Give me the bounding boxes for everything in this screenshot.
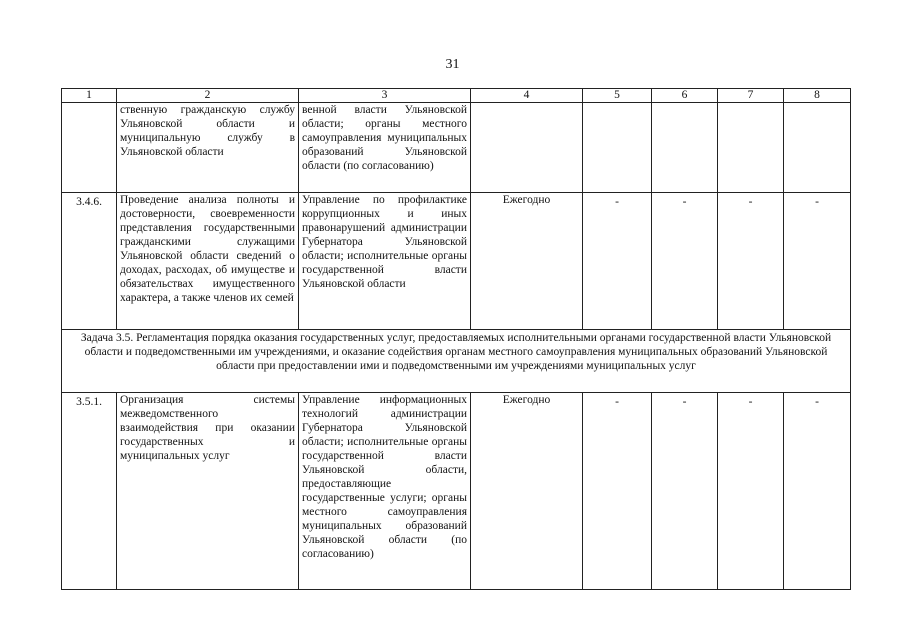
value-cell — [583, 103, 652, 193]
page-number: 31 — [445, 57, 460, 72]
measure-cell: ственную гражданскую службу Ульяновской области и муниципальную службу в Ульяновской области — [117, 103, 299, 193]
value-cell — [652, 103, 718, 193]
value-cell: - — [682, 196, 687, 208]
column-header: 4 — [471, 89, 583, 103]
value-cell: - — [815, 196, 819, 208]
value-cell: - — [615, 196, 619, 208]
value-cell — [718, 103, 784, 193]
table-row — [62, 193, 851, 330]
value-cell: - — [815, 396, 819, 408]
measure-cell: Организация системы межведомственного взаимодействия при оказании государственных и муниципальных услуг — [117, 393, 299, 590]
column-header: 7 — [718, 89, 784, 103]
executor-cell: Управление по профилактике коррупционных и иных правонарушений администрации Губернатора Ульяновской области; исполнительные органы государственной власти Ульяновской области — [299, 193, 471, 330]
column-header: 6 — [652, 89, 718, 103]
measure-cell: Проведение анализа полноты и достоверности, своевременности представления государственными гражданскими служащими Ульяновской области сведений о доходах, расходах, об имуществе и обязательствах имущественного характера, а также членов их семей — [117, 193, 299, 330]
value-cell: - — [748, 196, 753, 208]
period-cell — [471, 103, 583, 193]
period-cell: Ежегодно — [471, 193, 583, 330]
period-cell: Ежегодно — [471, 393, 583, 590]
header-row — [62, 89, 851, 103]
plan-table — [61, 88, 851, 590]
column-header: 5 — [583, 89, 652, 103]
value-cell — [784, 103, 851, 193]
value-cell: - — [748, 396, 753, 408]
task-heading: Задача 3.5. Регламентация порядка оказания государственных услуг, предоставляемых исполнительными органами государственной власти Ульяновской области и подведомственными им учреждениями, и оказание содействия органам местного самоуправления муниципальных образований Ульяновской области при предоставлении ими и подведомственными им учреждениями муниципальных услуг — [62, 330, 851, 393]
value-cell: - — [615, 396, 619, 408]
table-row — [62, 103, 851, 193]
column-header: 1 — [62, 89, 117, 103]
value-cell: - — [682, 396, 687, 408]
column-header: 3 — [299, 89, 471, 103]
item-number: 3.4.6. — [62, 193, 117, 330]
executor-cell: Управление информационных технологий администрации Губернатора Ульяновской области; исполнительные органы государственной власти Ульяновской области, предоставляющие государственные услуги; органы местного самоуправления муниципальных образований Ульяновской области (по согласованию) — [299, 393, 471, 590]
executor-cell: венной власти Ульяновской области; органы местного самоуправления муниципальных образований Ульяновской области (по согласованию) — [299, 103, 471, 193]
table-row — [62, 393, 851, 590]
item-number — [62, 103, 117, 193]
item-number: 3.5.1. — [62, 393, 117, 590]
column-header: 2 — [117, 89, 299, 103]
column-header: 8 — [784, 89, 851, 103]
task-row — [62, 330, 851, 393]
